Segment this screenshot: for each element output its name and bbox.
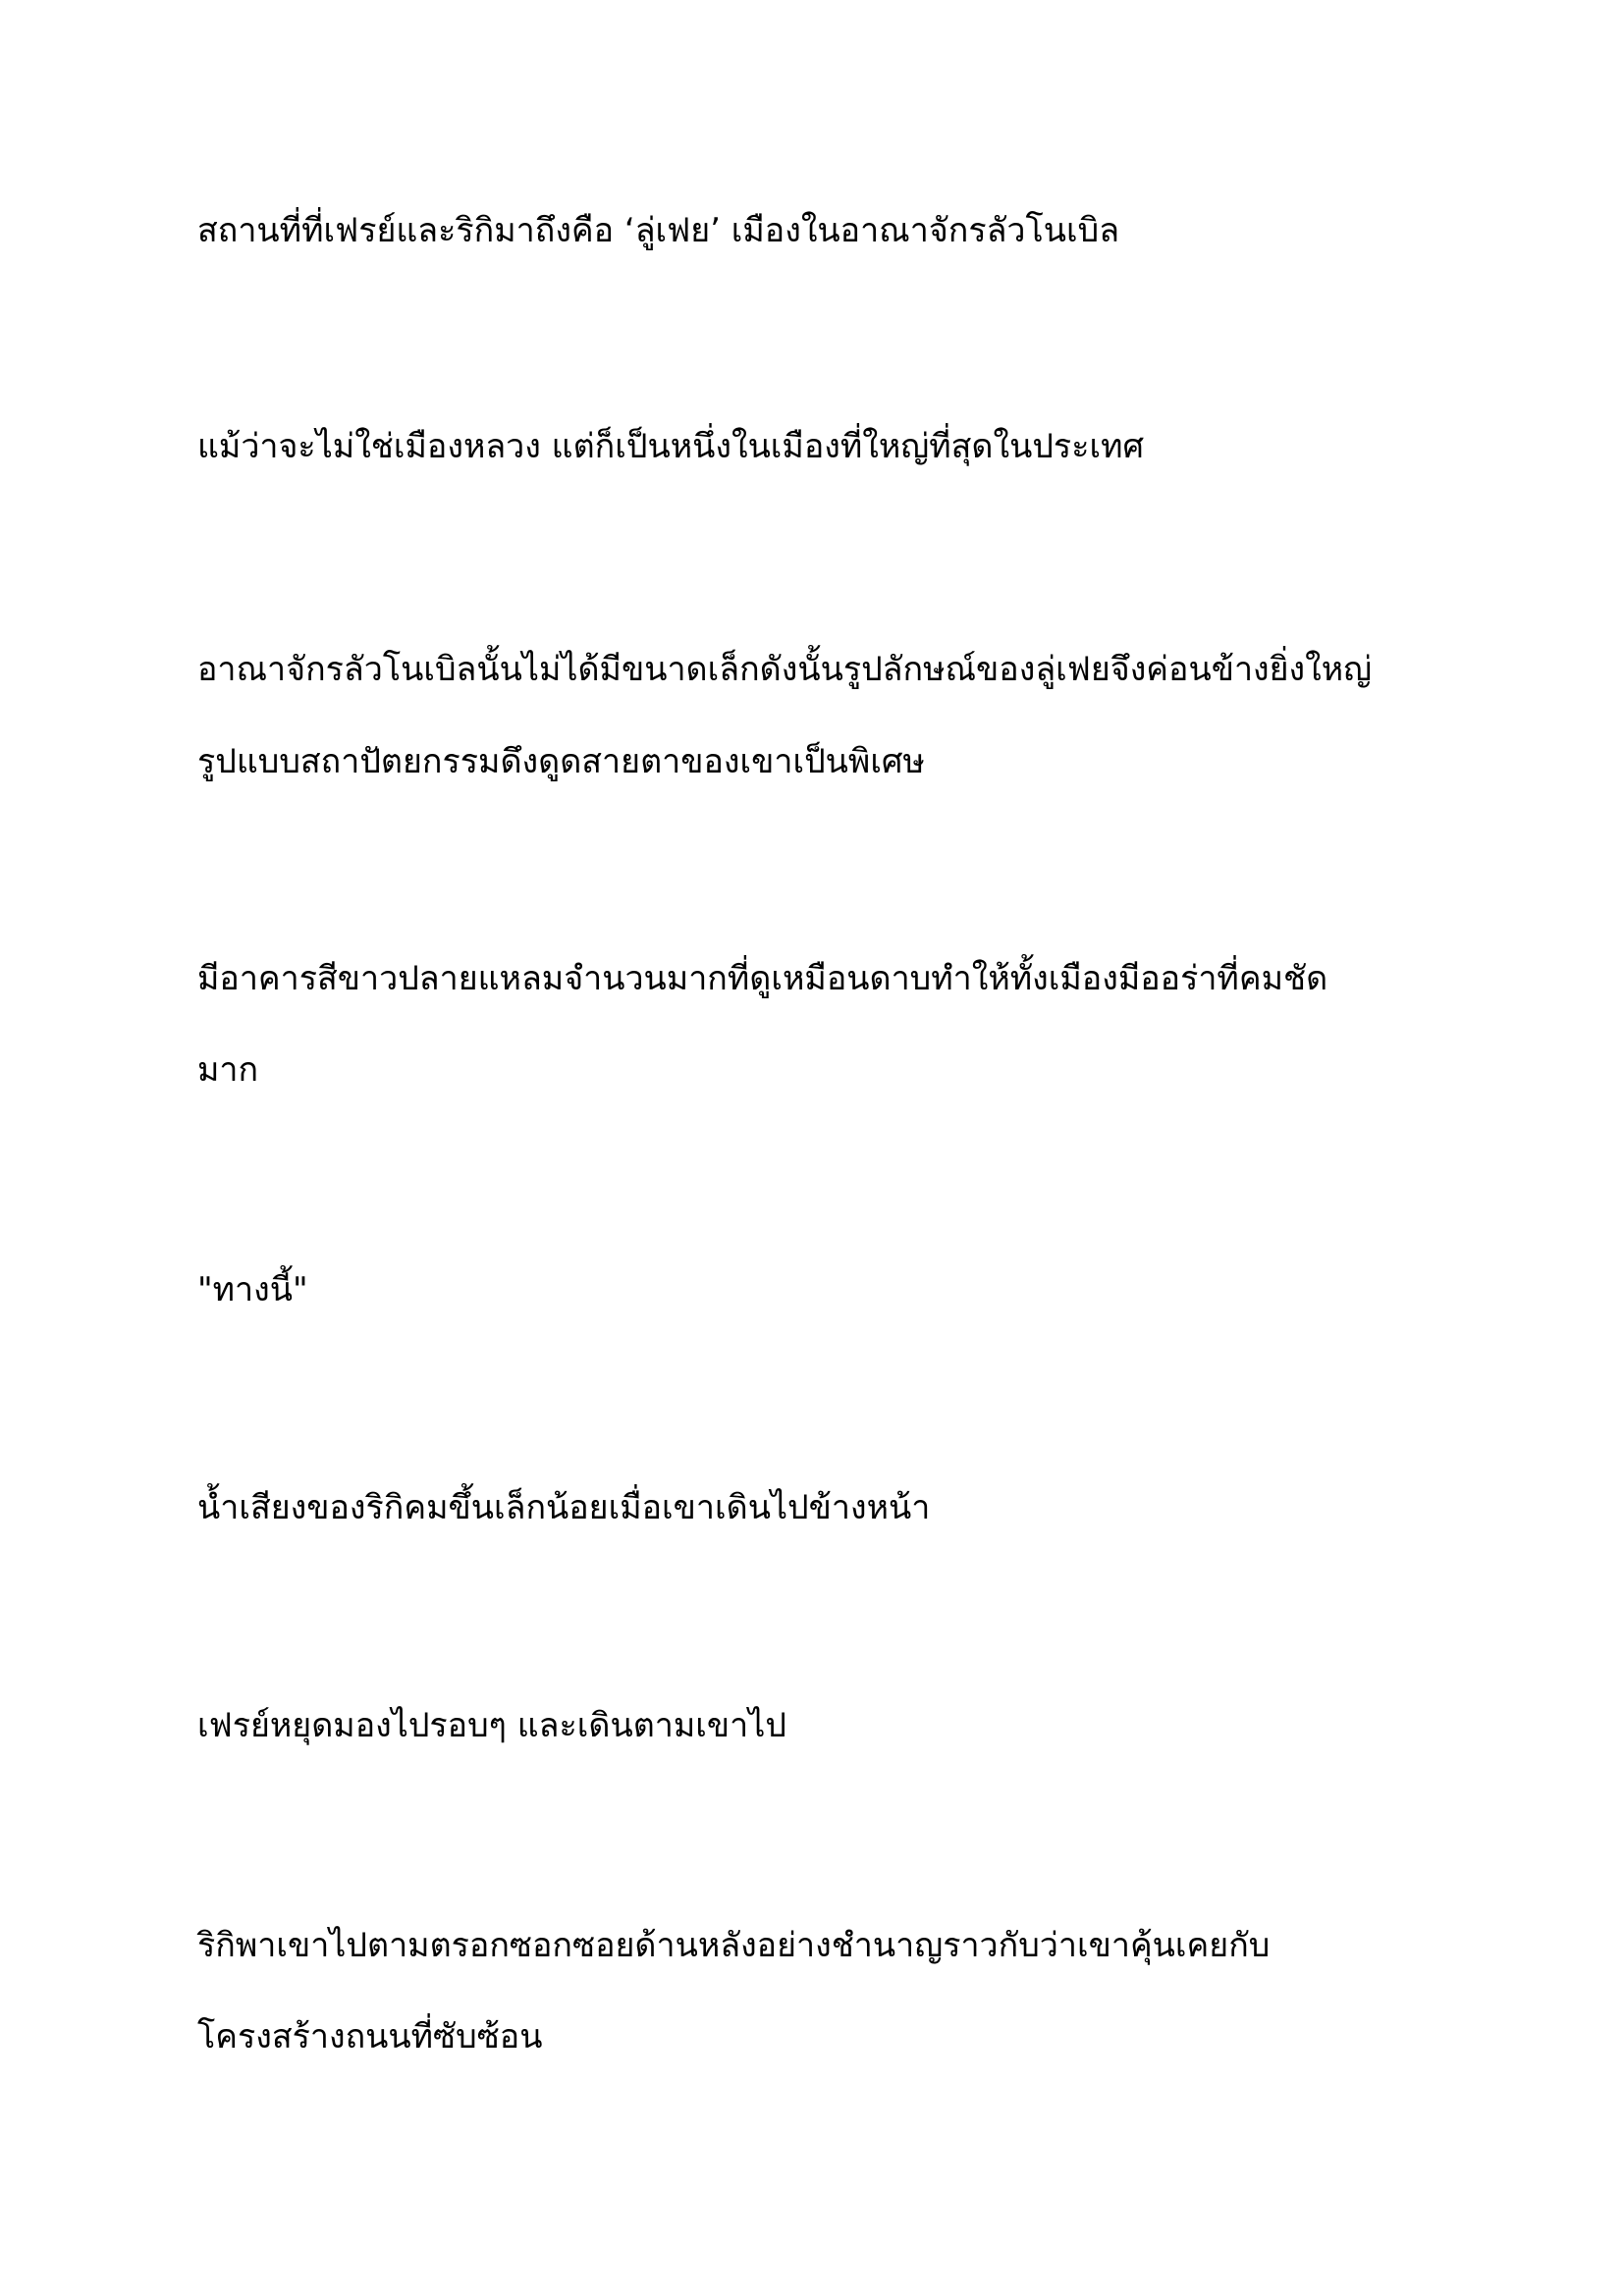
paragraph-5-line-1: "ทางนี้" — [197, 1270, 308, 1309]
paragraph-6-line-1: น้ำเสียงของริกิคมขึ้นเล็กน้อยเมื่อเขาเดินไปข้างหน้า — [197, 1488, 931, 1527]
paragraph-2-line-1: แม้ว่าจะไม่ใช่เมืองหลวง แต่ก็เป็นหนึ่งในเมืองที่ใหญ่ที่สุดในประเทศ — [197, 427, 1145, 466]
paragraph-7-line-1: เฟรย์หยุดมองไปรอบๆ และเดินตามเขาไป — [197, 1706, 786, 1745]
paragraph-3-line-2: รูปแบบสถาปัตยกรรมดึงดูดสายตาของเขาเป็นพิเศษ — [197, 742, 925, 781]
paragraph-8-line-1: ริกิพาเขาไปตามตรอกซอกซอยด้านหลังอย่างชำนาญราวกับว่าเขาคุ้นเคยกับ — [197, 1926, 1271, 1965]
paragraph-3-line-1: อาณาจักรลัวโนเบิลนั้นไม่ได้มีขนาดเล็กดังนั้นรูปลักษณ์ของลู่เฟยจึงค่อนข้างยิ่งใหญ่ — [197, 650, 1373, 689]
paragraph-4-line-2: มาก — [197, 1050, 259, 1090]
paragraph-8-line-2: โครงสร้างถนนที่ซับซ้อน — [197, 2017, 543, 2056]
paragraph-1-line-1: สถานที่ที่เฟรย์และริกิมาถึงคือ ‘ลู่เฟย’ เมืองในอาณาจักรลัวโนเบิล — [197, 211, 1120, 250]
paragraph-4-line-1: มีอาคารสีขาวปลายแหลมจำนวนมากที่ดูเหมือนดาบทำให้ทั้งเมืองมีออร่าที่คมชัด — [197, 959, 1328, 998]
